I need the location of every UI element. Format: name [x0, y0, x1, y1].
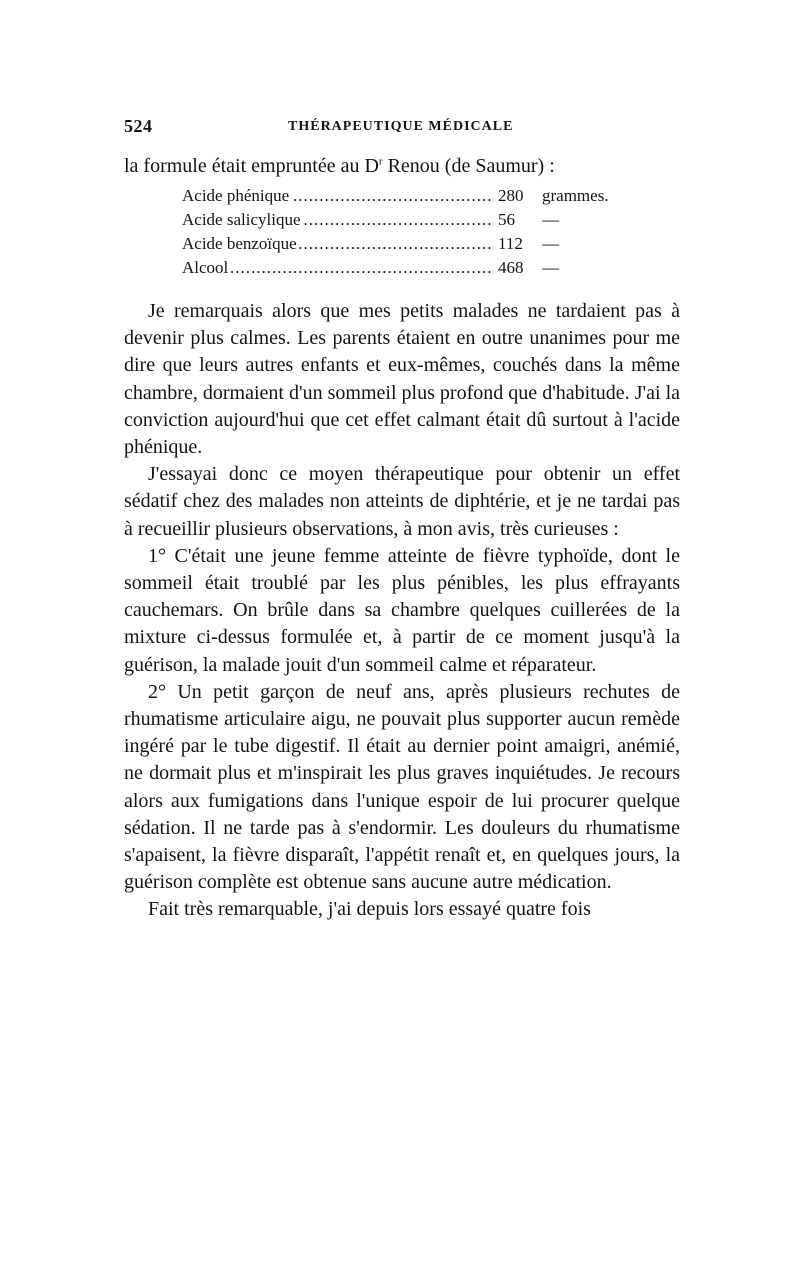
paragraph-case-1: 1° C'était une jeune femme atteinte de fièvre typhoïde, dont le sommeil était troublé par les plus pénibles, les plus effrayants cauchemars. On brûle dans sa chambre quelques cuillerées de la mixture ci-dessus formulée et, à partir de ce moment jusqu'à la guérison, la malade jouit d'un sommeil calme et réparateur. [124, 544, 680, 676]
ingredient-unit: — [542, 210, 559, 229]
formula-row [182, 184, 612, 208]
ingredient-name: Acide salicylique ..... [182, 208, 492, 232]
body-text [124, 298, 680, 924]
paragraph-remarkable-fact: Fait très remarquable, j'ai depuis lors essayé quatre fois [148, 898, 591, 921]
formula-table [182, 184, 612, 280]
running-title: THÉRAPEUTIQUE MÉDICALE [288, 119, 514, 134]
formula-row [182, 256, 612, 280]
paragraph-case-2: 2° Un petit garçon de neuf ans, après plusieurs rechutes de rhumatisme articulaire aigu, ne pouvait plus supporter aucun remède ingéré par le tube digestif. Il était au dernier point amaigri, anémié, ne dormait plus et m'inspirait les plus graves inquiétudes. Je recours alors aux fumigations dans l'unique espoir de lui procurer quelque sédation. Il ne tarde pas à s'endormir. Les douleurs du rhumatisme s'apaisent, la fièvre disparaît, l'appétit renaît et, en quelques jours, la guérison complète est obtenue sans aucune autre médication. [124, 680, 680, 894]
book-page [124, 112, 680, 924]
ingredient-unit: — [542, 234, 559, 253]
paragraph-sedative-trial: J'essayai donc ce moyen thérapeutique pour obtenir un effet sédatif chez des malades non atteints de diphtérie, et je ne tardai pas à recueillir plusieurs observations, à mon avis, très curieuses : [124, 463, 680, 540]
intro-line [124, 152, 680, 180]
formula-row [182, 208, 612, 232]
ingredient-quantity: 112 [498, 234, 523, 253]
ingredient-unit: — [542, 258, 559, 277]
ingredient-quantity: 468 [498, 258, 524, 277]
page-number: 524 [124, 116, 153, 136]
ingredient-name: Acide benzoïque ..... [182, 232, 492, 256]
intro-text-after: Renou (de Saumur) : [382, 155, 555, 177]
doctor-title-superscript: r [378, 155, 383, 168]
running-head [124, 112, 680, 142]
ingredient-unit: grammes. [542, 186, 609, 205]
ingredient-name: Alcool ..... [182, 256, 492, 280]
intro-text-before: la formule était empruntée au D [124, 155, 379, 177]
paragraph-calming-effect: Je remarquais alors que mes petits malades ne tardaient pas à devenir plus calmes. Les parents étaient en outre unanimes pour me dire que leurs autres enfants et eux-mêmes, couchés dans la même chambre, dormaient d'un sommeil plus profond que d'habitude. J'ai la conviction aujourd'hui que cet effet calmant était dû surtout à l'acide phénique. [124, 300, 680, 459]
ingredient-quantity: 56 [498, 210, 515, 229]
formula-row [182, 232, 612, 256]
ingredient-name: Acide phénique ..... [182, 184, 492, 208]
ingredient-quantity: 280 [498, 186, 524, 205]
